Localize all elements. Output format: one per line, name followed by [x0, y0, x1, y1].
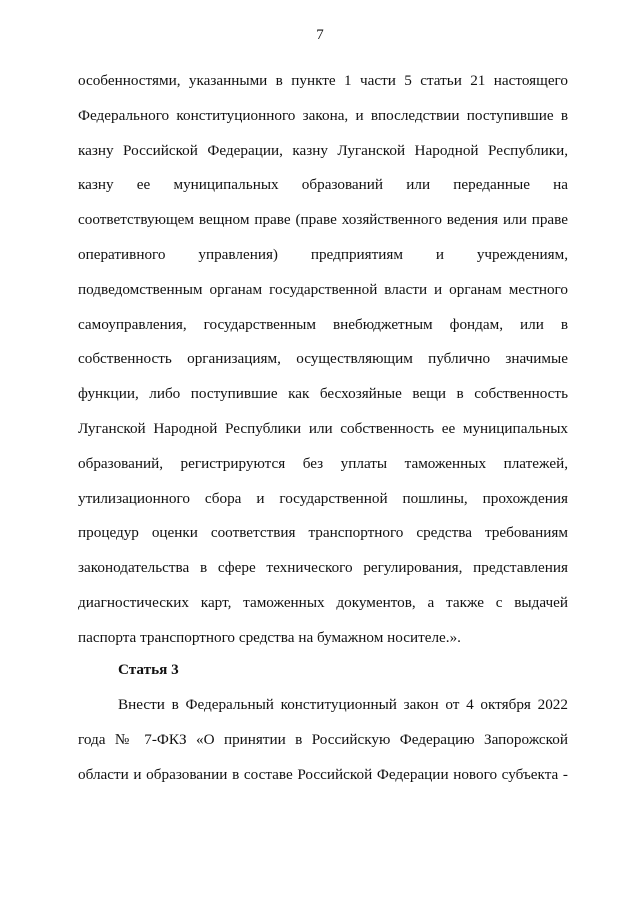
text-line: казну ее муниципальных образований или переданные на [78, 176, 568, 194]
text-line: казну Российской Федерации, казну Луганской Народной Республики, [78, 141, 568, 159]
text-line: функции, либо поступившие как бесхозяйные вещи в собственность [78, 385, 568, 403]
text-line: Внести в Федеральный конституционный закон от 4 октября 2022 [118, 696, 568, 713]
article-3-paragraph [78, 688, 568, 792]
text-line: паспорта транспортного средства на бумажном носителе.». [78, 628, 461, 646]
text-line: утилизационного сбора и государственной пошлины, прохождения [78, 489, 568, 507]
article-heading: Статья 3 [118, 661, 179, 678]
text-line: самоуправления, государственным внебюджетным фондам, или в [78, 315, 568, 333]
text-line: процедур оценки соответствия транспортного средства требованиям [78, 524, 568, 542]
text-line: Федерального конституционного закона, и впоследствии поступившие в [78, 106, 568, 124]
text-line: особенностями, указанными в пункте 1 части 5 статьи 21 настоящего [78, 72, 568, 89]
page-number: 7 [316, 27, 324, 43]
text-line: соответствующем вещном праве (праве хозяйственного ведения или праве [78, 211, 568, 229]
text-line: законодательства в сфере технического регулирования, представления [78, 559, 568, 577]
text-line: подведомственным органам государственной власти и органам местного [78, 280, 568, 298]
text-line: оперативного управления) предприятиям и учреждениям, [78, 245, 568, 263]
text-line: образований, регистрируются без уплаты таможенных платежей, [78, 454, 568, 472]
text-line: Луганской Народной Республики или собственность ее муниципальных [78, 419, 568, 437]
text-line: года № 7-ФКЗ «О принятии в Российскую Федерацию Запорожской [78, 730, 568, 748]
text-line: области и образовании в составе Российской Федерации нового субъекта - [78, 765, 568, 783]
text-line: диагностических карт, таможенных документов, а также с выдачей [78, 593, 568, 611]
paragraph-continued [78, 64, 568, 656]
text-line: собственность организациям, осуществляющим публично значимые [78, 350, 568, 368]
